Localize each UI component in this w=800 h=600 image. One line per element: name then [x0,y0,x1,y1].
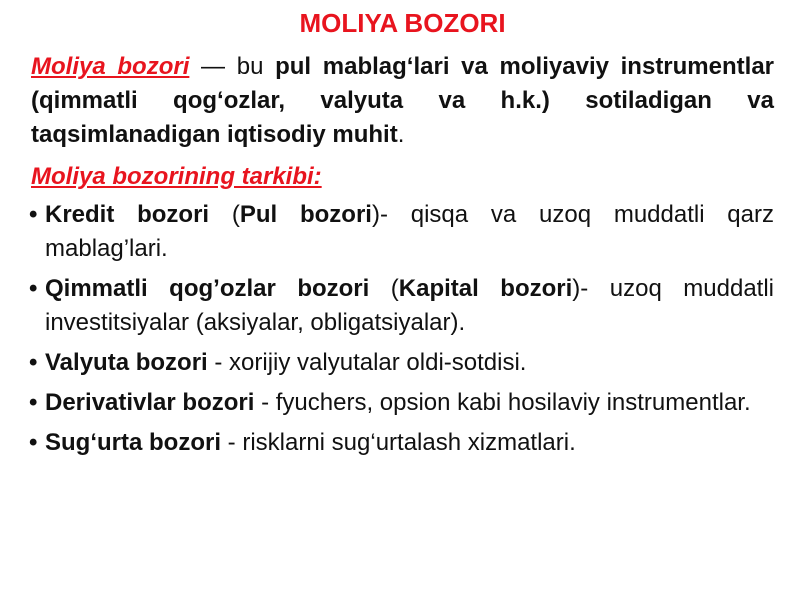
bullet-text-1: - xorijiy valyutalar oldi-sotdisi. [207,349,527,376]
list-item [31,272,774,340]
bullet-text-2: )- uzoq muddatli investitsiyalar (aksiyalar, obligatsiyalar). [45,275,775,336]
list-item [31,386,774,420]
definition-dash: — bu [189,53,276,80]
bullet-bold-2: Pul bozori [239,201,372,228]
slide-title: MOLIYA BOZORI [299,8,506,38]
section-heading: Moliya bozorining tarkibi: [31,163,322,190]
bullet-dot-icon: • [29,349,38,376]
list-item [31,426,774,460]
bullet-text-1: - fyuchers, opsion kabi hosilaviy instrumentlar. [254,389,751,416]
bullet-dot-icon: • [29,275,38,302]
bullet-bold-1: Sug‘urta bozori [45,429,221,456]
bullet-text-1: ( [369,275,399,302]
bullet-dot-icon: • [29,429,38,456]
definition-end: . [397,121,405,148]
bullet-dot-icon: • [29,201,38,228]
bullet-text-1: ( [209,201,240,228]
definition-bold-text: pul mablag‘lari va moliyaviy instrumentlar (qimmatli qog‘ozlar, valyuta va h.k.) sotiladigan va taqsimlanadigan iqtisodiy muhit [31,53,774,148]
definition-paragraph [31,50,774,152]
bullet-bold-1: Valyuta bozori [45,349,208,376]
section-heading-paragraph [31,160,774,194]
bullet-bold-1: Qimmatli qog’ozlar bozori [45,275,370,302]
bullet-bold-1: Kredit bozori [45,201,210,228]
bullet-dot-icon: • [29,389,38,416]
bullet-bold-2: Kapital bozori [398,275,573,302]
bullet-list [31,198,774,460]
bullet-text-1: - risklarni sug‘urtalash xizmatlari. [221,429,576,456]
bullet-bold-1: Derivativlar bozori [45,389,255,416]
list-item [31,346,774,380]
list-item [31,198,774,266]
bullet-text-2: )- qisqa va uzoq muddatli qarz mablag’lari. [45,201,774,262]
definition-term: Moliya bozori [31,53,190,80]
